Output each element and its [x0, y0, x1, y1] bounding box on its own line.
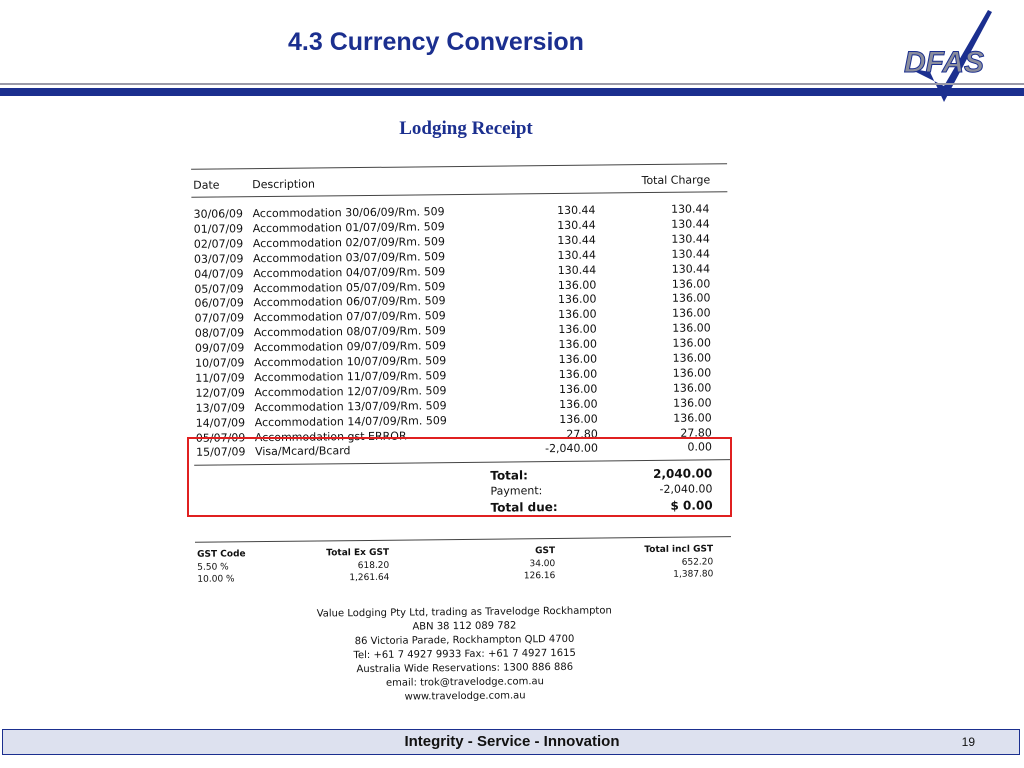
payment-value: -2,040.00: [659, 482, 713, 496]
line-charge: 136.00: [673, 410, 712, 425]
line-amount: 136.00: [558, 352, 598, 366]
line-charge: 130.44: [671, 217, 710, 231]
line-date: 14/07/09: [195, 415, 246, 430]
gst-header-incl: Total incl GST: [644, 544, 714, 556]
gst-total-incl: 1,387.80: [673, 569, 714, 580]
total-value: 2,040.00: [653, 466, 713, 481]
hotel-reservations-line: Australia Wide Reservations: 1300 886 886: [356, 661, 574, 676]
line-charge: 130.44: [670, 202, 710, 216]
line-amount: 27.80: [566, 427, 598, 441]
line-description: Accommodation 11/07/09/Rm. 509: [254, 369, 447, 385]
line-description: Accommodation 04/07/09/Rm. 509: [253, 264, 446, 280]
line-amount: 130.44: [556, 203, 596, 217]
line-date: 15/07/09: [195, 445, 246, 460]
line-description: Accommodation 30/06/09/Rm. 509: [252, 205, 445, 221]
receipt-header-rule: [191, 191, 727, 198]
line-date: 11/07/09: [195, 371, 245, 385]
line-date: 04/07/09: [194, 266, 244, 281]
line-description: Accommodation gst ERROR: [254, 429, 407, 444]
line-charge: 130.44: [671, 232, 710, 246]
line-amount: 136.00: [558, 337, 598, 352]
gst-header-gst: GST: [535, 546, 556, 557]
line-description: Accommodation 06/07/09/Rm. 509: [253, 294, 446, 310]
line-charge: 27.80: [680, 425, 712, 440]
line-charge: 136.00: [671, 276, 711, 291]
gst-header-ex: Total Ex GST: [326, 547, 390, 559]
line-description: Accommodation 08/07/09/Rm. 509: [253, 324, 446, 340]
line-date: 05/07/09: [194, 281, 244, 296]
line-description: Visa/Mcard/Bcard: [254, 444, 351, 459]
total-due-value: $ 0.00: [670, 498, 713, 513]
line-amount: 136.00: [558, 307, 597, 322]
header-divider-thin: [0, 83, 1024, 85]
line-amount: 136.00: [558, 382, 598, 396]
hotel-address-line: 86 Victoria Parade, Rockhampton QLD 4700: [354, 633, 575, 648]
line-date: 07/07/09: [194, 311, 245, 326]
line-description: Accommodation 07/07/09/Rm. 509: [253, 309, 446, 325]
header-total-charge: Total Charge: [641, 173, 711, 188]
hotel-abn-line: ABN 38 112 089 782: [412, 620, 517, 633]
gst-amount: 126.16: [523, 571, 556, 582]
hotel-contact-block: [192, 603, 738, 707]
line-amount: 136.00: [558, 397, 598, 411]
header-divider-thick: [0, 88, 1024, 96]
line-description: Accommodation 12/07/09/Rm. 509: [254, 383, 447, 399]
line-description: Accommodation 09/07/09/Rm. 509: [253, 339, 447, 355]
slide-title: 4.3 Currency Conversion: [288, 28, 584, 56]
gst-code: 10.00 %: [197, 574, 235, 585]
line-charge: 136.00: [671, 291, 711, 306]
hotel-website-line: www.travelodge.com.au: [404, 690, 526, 703]
slide-subtitle: Lodging Receipt: [399, 118, 533, 139]
payment-highlight-box: [187, 437, 732, 517]
line-description: Accommodation 03/07/09/Rm. 509: [252, 249, 446, 265]
line-date: 09/07/09: [194, 341, 245, 355]
footer-motto: Integrity - Service - Innovation: [404, 733, 620, 750]
total-label: Total:: [490, 468, 528, 483]
line-date: 05/07/09: [195, 430, 246, 445]
line-amount: 136.00: [559, 412, 598, 426]
line-description: Accommodation 10/07/09/Rm. 509: [254, 354, 447, 370]
gst-total-ex: 618.20: [357, 560, 390, 572]
line-amount: 136.00: [557, 292, 597, 307]
line-date: 06/07/09: [194, 296, 244, 311]
line-description: Accommodation 14/07/09/Rm. 509: [254, 413, 447, 429]
line-amount: 130.44: [557, 263, 597, 277]
gst-total-incl: 652.20: [681, 557, 714, 568]
hotel-company-line: Value Lodging Pty Ltd, trading as Travelodge Rockhampton: [316, 605, 612, 620]
hotel-phone-line: Tel: +61 7 4927 9933 Fax: +61 7 4927 1615: [353, 647, 576, 662]
line-amount: 136.00: [557, 278, 597, 292]
svg-text:DFAS: DFAS: [904, 46, 985, 79]
line-charge: 130.44: [671, 261, 711, 276]
line-charge: 136.00: [672, 396, 712, 410]
line-charge: 136.00: [672, 351, 712, 365]
line-description: Accommodation 05/07/09/Rm. 509: [253, 279, 446, 295]
line-date: 12/07/09: [195, 386, 245, 400]
line-charge: 136.00: [672, 366, 712, 380]
header-description: Description: [252, 177, 315, 192]
gst-top-rule: [195, 536, 731, 543]
hotel-email-line: email: trok@travelodge.com.au: [385, 676, 545, 689]
page-number: 19: [961, 735, 975, 749]
line-date: 30/06/09: [193, 207, 244, 221]
line-date: 03/07/09: [193, 251, 244, 266]
line-charge: 0.00: [687, 440, 713, 455]
line-date: 08/07/09: [194, 326, 245, 340]
line-amount: 130.44: [557, 248, 597, 262]
gst-amount: 34.00: [529, 559, 556, 570]
header-date: Date: [193, 178, 220, 192]
line-charge: 136.00: [672, 336, 711, 350]
gst-code: 5.50 %: [197, 562, 229, 573]
gst-header-code: GST Code: [197, 549, 246, 560]
line-charge: 136.00: [672, 306, 711, 321]
line-amount: -2,040.00: [544, 441, 599, 456]
line-date: 01/07/09: [193, 222, 244, 236]
line-amount: 136.00: [558, 322, 597, 337]
line-description: Accommodation 01/07/09/Rm. 509: [252, 220, 445, 236]
gst-total-ex: 1,261.64: [349, 572, 390, 584]
line-charge: 130.44: [671, 247, 711, 261]
payment-label: Payment:: [490, 484, 543, 498]
total-due-label: Total due:: [490, 499, 558, 515]
line-amount: 130.44: [557, 218, 596, 232]
receipt-top-rule: [191, 163, 727, 170]
lodging-receipt: [187, 157, 738, 708]
line-charge: 136.00: [672, 381, 712, 395]
line-date: 02/07/09: [193, 237, 244, 251]
line-description: Accommodation 02/07/09/Rm. 509: [252, 234, 445, 250]
line-date: 10/07/09: [195, 356, 245, 370]
line-description: Accommodation 13/07/09/Rm. 509: [254, 398, 447, 414]
line-charge: 136.00: [672, 321, 711, 335]
footer-bar: [2, 729, 1020, 755]
line-amount: 130.44: [557, 233, 596, 247]
line-amount: 136.00: [558, 367, 598, 381]
line-date: 13/07/09: [195, 400, 246, 415]
